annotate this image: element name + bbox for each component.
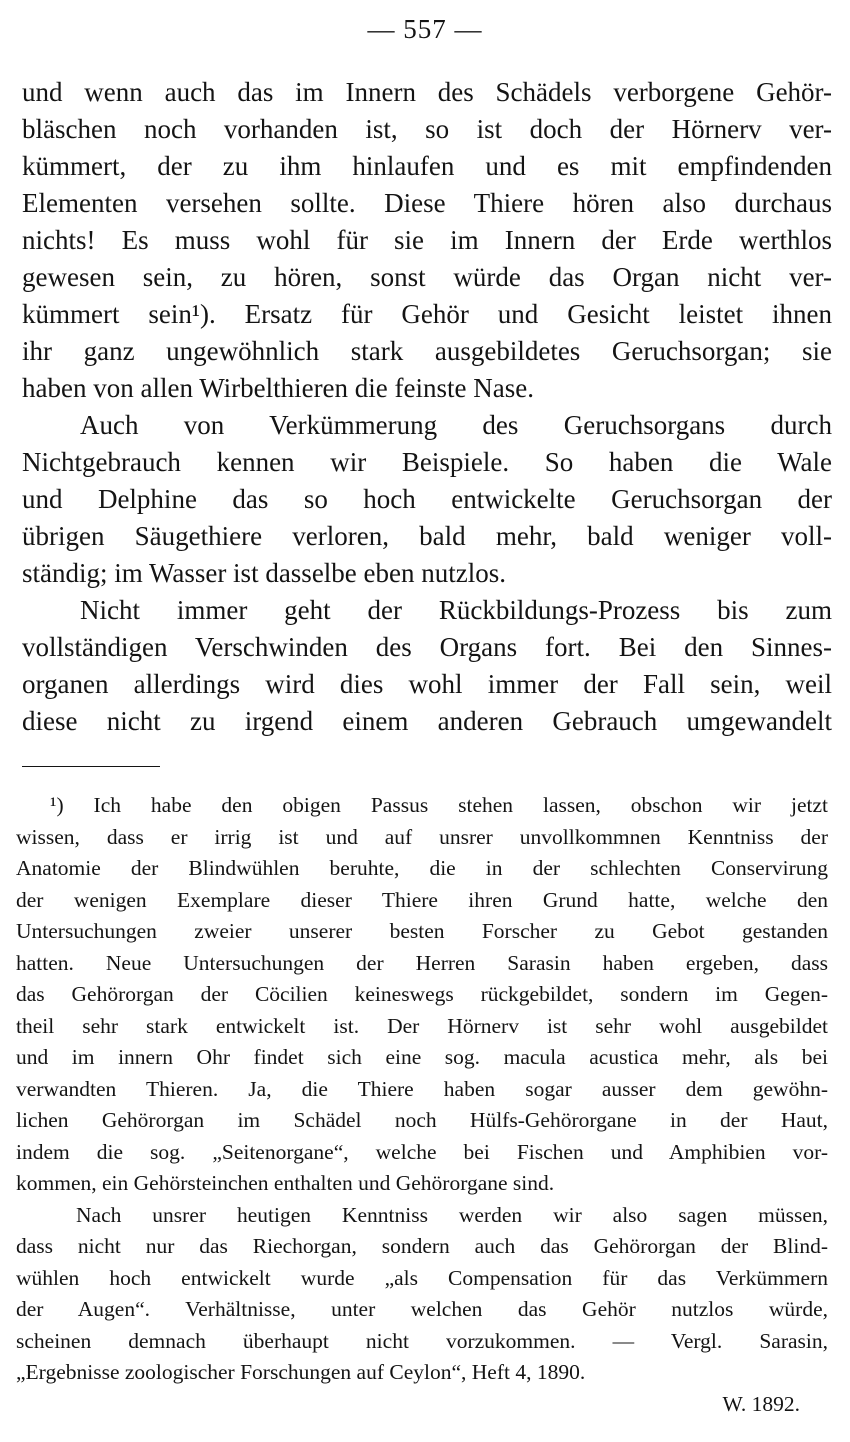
footnote-line: indem die sog. „Seitenorgane“, welche bei Fischen und Amphibien vor-: [16, 1139, 828, 1164]
main-text: [22, 74, 832, 740]
body-line: Nichtgebrauch kennen wir Beispiele. So haben die Wale: [22, 447, 832, 477]
footnote-line: „Ergebnisse zoologischer Forschungen auf Ceylon“, Heft 4, 1890.: [16, 1360, 586, 1384]
footnote-line: und im innern Ohr findet sich eine sog. macula acustica mehr, als bei: [16, 1045, 828, 1069]
body-line: vollständigen Verschwinden des Organs fort. Bei den Sinnes-: [22, 632, 832, 662]
body-line: übrigen Säugethiere verloren, bald mehr, bald weniger voll-: [22, 521, 832, 551]
body-line: nichts! Es muss wohl für sie im Innern der Erde werthlos: [22, 225, 832, 255]
footnote-line: lichen Gehörorgan im Schädel noch Hülfs-Gehörorgane in der Haut,: [16, 1108, 828, 1132]
body-line: und Delphine das so hoch entwickelte Geruchsorgan der: [22, 484, 832, 514]
body-line: Elementen versehen sollte. Diese Thiere hören also durchaus: [22, 188, 832, 218]
footnote-line: ¹) Ich habe den obigen Passus stehen lassen, obschon wir jetzt: [50, 793, 828, 817]
body-line: kümmert sein¹). Ersatz für Gehör und Gesicht leistet ihnen: [22, 299, 832, 329]
body-line: bläschen noch vorhanden ist, so ist doch der Hörnerv ver-: [22, 114, 832, 144]
body-line: und wenn auch das im Innern des Schädels verborgene Gehör-: [22, 77, 832, 107]
body-line: kümmert, der zu ihm hinlaufen und es mit empfindenden: [22, 151, 832, 181]
body-line: organen allerdings wird dies wohl immer der Fall sein, weil: [22, 669, 832, 699]
footnote-line: kommen, ein Gehörsteinchen enthalten und Gehörorgane sind.: [16, 1171, 555, 1195]
footnote-divider: [22, 766, 160, 767]
body-line: Nicht immer geht der Rückbildungs-Prozess bis zum: [80, 595, 832, 625]
footnote-line: dass nicht nur das Riechorgan, sondern auch das Gehörorgan der Blind-: [16, 1234, 828, 1258]
body-line: gewesen sein, zu hören, sonst würde das Organ nicht ver-: [22, 262, 832, 292]
footnote-line: hatten. Neue Untersuchungen der Herren Sarasin haben ergeben, dass: [16, 950, 828, 975]
footnote-line: wissen, dass er irrig ist und auf unsrer unvollkommnen Kenntniss der: [16, 824, 828, 849]
footnote-line: Anatomie der Blindwühlen beruhte, die in der schlechten Conservirung: [16, 856, 828, 880]
body-line: ihr ganz ungewöhnlich stark ausgebildetes Geruchsorgan; sie: [22, 336, 832, 366]
body-line: diese nicht zu irgend einem anderen Gebrauch umgewandelt: [22, 706, 832, 736]
page-number: — 557 —: [367, 14, 483, 44]
body-line: Auch von Verkümmerung des Geruchsorgans durch: [80, 410, 832, 440]
footnote-line: der wenigen Exemplare dieser Thiere ihren Grund hatte, welche den: [16, 887, 828, 912]
footnote-line: theil sehr stark entwickelt ist. Der Hörnerv ist sehr wohl ausgebildet: [16, 1013, 828, 1038]
footnote-line: Untersuchungen zweier unserer besten Forscher zu Gebot gestanden: [16, 919, 828, 943]
footnote-signature: W. 1892.: [722, 1391, 800, 1416]
footnote-line: wühlen hoch entwickelt wurde „als Compensation für das Verkümmern: [16, 1265, 828, 1290]
footnote-block: [16, 790, 828, 1420]
footnote-line: verwandten Thieren. Ja, die Thiere haben sogar ausser dem gewöhn-: [16, 1076, 828, 1101]
footnote-line: Nach unsrer heutigen Kenntniss werden wir also sagen müssen,: [76, 1202, 828, 1227]
footnote-line: das Gehörorgan der Cöcilien keineswegs rückgebildet, sondern im Gegen-: [16, 982, 828, 1006]
body-line: haben von allen Wirbelthieren die feinste Nase.: [22, 373, 534, 403]
body-line: ständig; im Wasser ist dasselbe eben nutzlos.: [22, 558, 506, 588]
footnote-line: scheinen demnach überhaupt nicht vorzukommen. — Vergl. Sarasin,: [16, 1328, 828, 1353]
footnote-line: der Augen“. Verhältnisse, unter welchen das Gehör nutzlos würde,: [16, 1297, 828, 1321]
